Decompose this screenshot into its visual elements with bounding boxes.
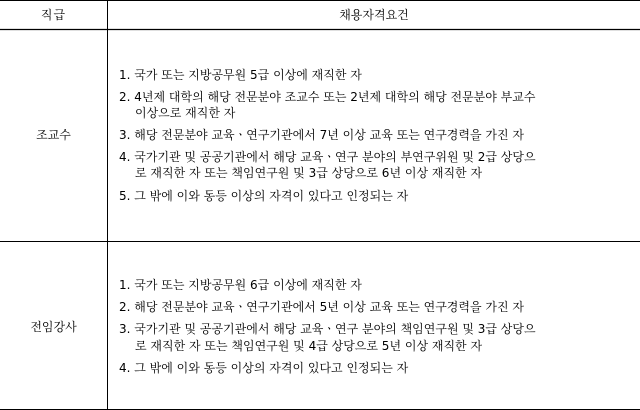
list-item: 3. 국가기관 및 공공기관에서 해당 교육ㆍ연구 분야의 책임연구원 및 3급 상당으 <box>119 322 536 336</box>
rank-assistant-professor: 조교수 <box>36 128 71 142</box>
list-item-continuation: 이상으로 재직한 자 <box>135 106 236 120</box>
list-item: 2. 4년제 대학의 해당 전문분야 조교수 또는 2년제 대학의 해당 전문분야 부교수 <box>119 90 536 104</box>
header-requirements: 채용자격요건 <box>339 8 409 22</box>
list-item: 1. 국가 또는 지방공무원 6급 이상에 재직한 자 <box>119 278 362 292</box>
list-item: 4. 국가기관 및 공공기관에서 해당 교육ㆍ연구 분야의 부연구위원 및 2급 상당으 <box>119 150 536 164</box>
list-item-continuation: 로 재직한 자 또는 책임연구원 및 3급 상당으로 6년 이상 재직한 자 <box>135 166 483 180</box>
rank-full-time-lecturer: 전임강사 <box>30 320 77 334</box>
header-rank: 직급 <box>40 8 67 22</box>
list-item: 2. 해당 전문분야 교육ㆍ연구기관에서 5년 이상 교육 또는 연구경력을 가진 자 <box>119 300 524 314</box>
list-item: 4. 그 밖에 이와 동등 이상의 자격이 있다고 인정되는 자 <box>119 361 409 375</box>
list-item: 5. 그 밖에 이와 동등 이상의 자격이 있다고 인정되는 자 <box>119 189 409 203</box>
list-item: 1. 국가 또는 지방공무원 5급 이상에 재직한 자 <box>119 68 362 82</box>
list-item-continuation: 로 재직한 자 또는 책임연구원 및 4급 상당으로 5년 이상 재직한 자 <box>135 339 483 353</box>
list-item: 3. 해당 전문분야 교육ㆍ연구기관에서 7년 이상 교육 또는 연구경력을 가진 자 <box>119 128 524 142</box>
